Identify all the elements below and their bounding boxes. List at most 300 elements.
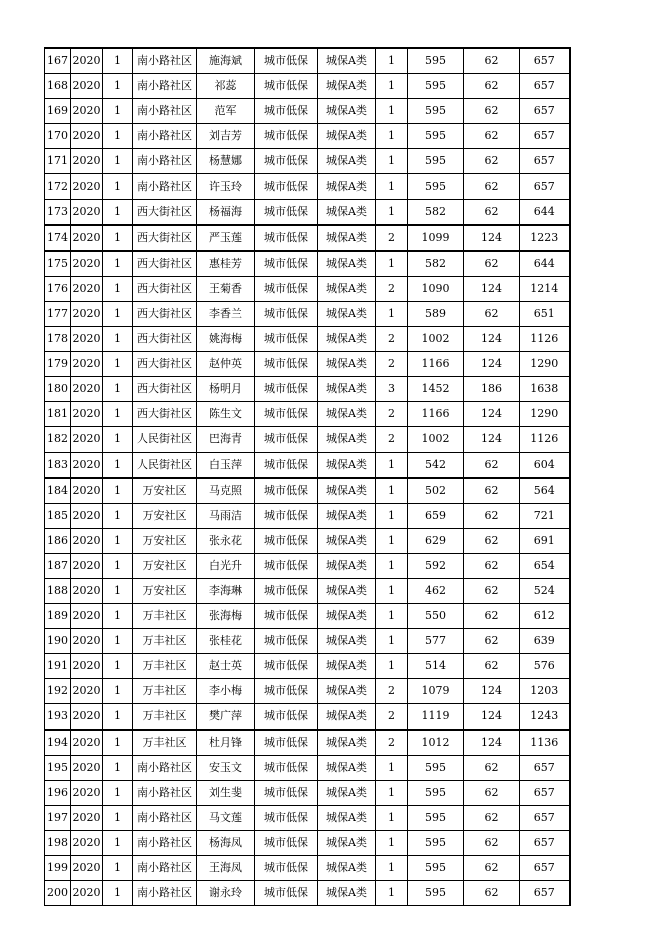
cell-category: 城市低保: [255, 402, 318, 427]
cell-class: 城保A类: [318, 629, 376, 654]
cell-name: 杨福海: [197, 199, 255, 225]
cell-total: 657: [520, 805, 570, 830]
cell-class: 城保A类: [318, 503, 376, 528]
cell-base: 595: [408, 149, 464, 174]
cell-name: 刘生斐: [197, 780, 255, 805]
cell-name: 张海梅: [197, 604, 255, 629]
cell-year: 2020: [71, 199, 103, 225]
cell-persons: 1: [376, 780, 408, 805]
cell-community: 南小路社区: [133, 124, 197, 149]
cell-class: 城保A类: [318, 478, 376, 504]
table-row: [45, 730, 570, 756]
cell-persons: 1: [376, 199, 408, 225]
cell-category: 城市低保: [255, 48, 318, 74]
cell-name: 李海琳: [197, 578, 255, 603]
data-table: [44, 47, 571, 906]
cell-n: 1: [103, 503, 133, 528]
cell-name: 陈生文: [197, 402, 255, 427]
cell-year: 2020: [71, 503, 103, 528]
cell-subsidy: 186: [464, 377, 520, 402]
cell-persons: 1: [376, 478, 408, 504]
table-row: [45, 805, 570, 830]
cell-persons: 2: [376, 427, 408, 452]
cell-persons: 2: [376, 327, 408, 352]
cell-no: 192: [45, 679, 71, 704]
cell-total: 644: [520, 251, 570, 277]
cell-no: 172: [45, 174, 71, 199]
cell-n: 1: [103, 755, 133, 780]
cell-total: 1290: [520, 352, 570, 377]
table-row: [45, 377, 570, 402]
cell-community: 南小路社区: [133, 805, 197, 830]
cell-category: 城市低保: [255, 251, 318, 277]
cell-category: 城市低保: [255, 881, 318, 906]
cell-category: 城市低保: [255, 553, 318, 578]
cell-category: 城市低保: [255, 478, 318, 504]
cell-subsidy: 124: [464, 276, 520, 301]
cell-total: 1214: [520, 276, 570, 301]
cell-persons: 1: [376, 174, 408, 199]
cell-no: 168: [45, 74, 71, 99]
cell-year: 2020: [71, 276, 103, 301]
cell-n: 1: [103, 780, 133, 805]
cell-n: 1: [103, 99, 133, 124]
cell-category: 城市低保: [255, 528, 318, 553]
cell-year: 2020: [71, 780, 103, 805]
cell-total: 657: [520, 48, 570, 74]
cell-base: 550: [408, 604, 464, 629]
cell-year: 2020: [71, 553, 103, 578]
cell-total: 657: [520, 174, 570, 199]
cell-base: 589: [408, 301, 464, 326]
cell-no: 188: [45, 578, 71, 603]
cell-community: 南小路社区: [133, 174, 197, 199]
cell-subsidy: 62: [464, 478, 520, 504]
table-row: [45, 578, 570, 603]
cell-no: 193: [45, 704, 71, 730]
cell-n: 1: [103, 48, 133, 74]
cell-year: 2020: [71, 301, 103, 326]
table-row: [45, 452, 570, 478]
cell-category: 城市低保: [255, 327, 318, 352]
cell-year: 2020: [71, 377, 103, 402]
cell-year: 2020: [71, 856, 103, 881]
cell-year: 2020: [71, 327, 103, 352]
cell-base: 595: [408, 780, 464, 805]
cell-no: 198: [45, 830, 71, 855]
cell-base: 595: [408, 755, 464, 780]
cell-category: 城市低保: [255, 755, 318, 780]
cell-category: 城市低保: [255, 74, 318, 99]
cell-class: 城保A类: [318, 199, 376, 225]
cell-category: 城市低保: [255, 578, 318, 603]
cell-n: 1: [103, 225, 133, 251]
cell-base: 595: [408, 805, 464, 830]
cell-name: 姚海梅: [197, 327, 255, 352]
cell-n: 1: [103, 352, 133, 377]
cell-community: 西大街社区: [133, 377, 197, 402]
cell-class: 城保A类: [318, 830, 376, 855]
cell-community: 人民街社区: [133, 452, 197, 478]
cell-total: 657: [520, 755, 570, 780]
cell-class: 城保A类: [318, 553, 376, 578]
cell-n: 1: [103, 427, 133, 452]
cell-persons: 1: [376, 856, 408, 881]
cell-no: 196: [45, 780, 71, 805]
cell-n: 1: [103, 402, 133, 427]
cell-total: 691: [520, 528, 570, 553]
cell-name: 杨明月: [197, 377, 255, 402]
cell-total: 1126: [520, 427, 570, 452]
cell-subsidy: 62: [464, 578, 520, 603]
table-row: [45, 755, 570, 780]
cell-category: 城市低保: [255, 149, 318, 174]
cell-subsidy: 62: [464, 629, 520, 654]
cell-no: 190: [45, 629, 71, 654]
cell-class: 城保A类: [318, 301, 376, 326]
cell-base: 595: [408, 124, 464, 149]
cell-total: 651: [520, 301, 570, 326]
cell-subsidy: 62: [464, 604, 520, 629]
cell-base: 1090: [408, 276, 464, 301]
table-row: [45, 301, 570, 326]
cell-total: 644: [520, 199, 570, 225]
cell-category: 城市低保: [255, 629, 318, 654]
cell-persons: 1: [376, 553, 408, 578]
cell-subsidy: 124: [464, 225, 520, 251]
cell-year: 2020: [71, 402, 103, 427]
cell-total: 657: [520, 830, 570, 855]
table-row: [45, 149, 570, 174]
cell-no: 186: [45, 528, 71, 553]
cell-subsidy: 62: [464, 805, 520, 830]
cell-year: 2020: [71, 99, 103, 124]
cell-no: 182: [45, 427, 71, 452]
cell-persons: 2: [376, 276, 408, 301]
cell-year: 2020: [71, 830, 103, 855]
cell-category: 城市低保: [255, 99, 318, 124]
cell-year: 2020: [71, 124, 103, 149]
cell-no: 189: [45, 604, 71, 629]
cell-category: 城市低保: [255, 780, 318, 805]
cell-no: 183: [45, 452, 71, 478]
cell-year: 2020: [71, 704, 103, 730]
cell-community: 西大街社区: [133, 352, 197, 377]
cell-community: 万丰社区: [133, 679, 197, 704]
cell-persons: 2: [376, 730, 408, 756]
cell-class: 城保A类: [318, 578, 376, 603]
cell-persons: 2: [376, 402, 408, 427]
cell-no: 187: [45, 553, 71, 578]
cell-year: 2020: [71, 578, 103, 603]
cell-base: 595: [408, 856, 464, 881]
cell-year: 2020: [71, 452, 103, 478]
cell-total: 657: [520, 856, 570, 881]
cell-n: 1: [103, 805, 133, 830]
cell-persons: 1: [376, 251, 408, 277]
cell-persons: 1: [376, 528, 408, 553]
cell-community: 万安社区: [133, 578, 197, 603]
cell-subsidy: 62: [464, 301, 520, 326]
cell-base: 582: [408, 251, 464, 277]
cell-category: 城市低保: [255, 654, 318, 679]
cell-subsidy: 124: [464, 704, 520, 730]
table-row: [45, 327, 570, 352]
cell-category: 城市低保: [255, 856, 318, 881]
cell-name: 白玉萍: [197, 452, 255, 478]
cell-class: 城保A类: [318, 704, 376, 730]
cell-class: 城保A类: [318, 377, 376, 402]
cell-name: 巴海青: [197, 427, 255, 452]
table-row: [45, 654, 570, 679]
cell-base: 595: [408, 48, 464, 74]
cell-community: 南小路社区: [133, 99, 197, 124]
table-row: [45, 251, 570, 277]
cell-class: 城保A类: [318, 654, 376, 679]
table-row: [45, 225, 570, 251]
cell-n: 1: [103, 377, 133, 402]
cell-name: 李香兰: [197, 301, 255, 326]
cell-base: 577: [408, 629, 464, 654]
cell-year: 2020: [71, 654, 103, 679]
cell-persons: 1: [376, 805, 408, 830]
cell-n: 1: [103, 830, 133, 855]
cell-year: 2020: [71, 730, 103, 756]
cell-year: 2020: [71, 679, 103, 704]
cell-total: 1638: [520, 377, 570, 402]
cell-persons: 1: [376, 604, 408, 629]
table-row: [45, 99, 570, 124]
cell-subsidy: 62: [464, 830, 520, 855]
cell-category: 城市低保: [255, 604, 318, 629]
cell-class: 城保A类: [318, 604, 376, 629]
cell-base: 659: [408, 503, 464, 528]
cell-name: 马雨洁: [197, 503, 255, 528]
cell-total: 604: [520, 452, 570, 478]
cell-category: 城市低保: [255, 124, 318, 149]
cell-total: 657: [520, 881, 570, 906]
cell-name: 马克照: [197, 478, 255, 504]
cell-name: 施海斌: [197, 48, 255, 74]
cell-community: 南小路社区: [133, 856, 197, 881]
cell-total: 564: [520, 478, 570, 504]
table-row: [45, 174, 570, 199]
table-row: [45, 276, 570, 301]
cell-category: 城市低保: [255, 830, 318, 855]
table-row: [45, 427, 570, 452]
cell-n: 1: [103, 856, 133, 881]
cell-community: 西大街社区: [133, 276, 197, 301]
cell-n: 1: [103, 74, 133, 99]
cell-name: 王海凤: [197, 856, 255, 881]
cell-no: 169: [45, 99, 71, 124]
cell-class: 城保A类: [318, 805, 376, 830]
cell-n: 1: [103, 174, 133, 199]
table-row: [45, 74, 570, 99]
cell-year: 2020: [71, 251, 103, 277]
table-row: [45, 881, 570, 906]
cell-community: 万丰社区: [133, 654, 197, 679]
cell-subsidy: 62: [464, 654, 520, 679]
cell-total: 612: [520, 604, 570, 629]
cell-total: 639: [520, 629, 570, 654]
cell-class: 城保A类: [318, 730, 376, 756]
cell-subsidy: 62: [464, 881, 520, 906]
cell-subsidy: 124: [464, 679, 520, 704]
cell-name: 杨海凤: [197, 830, 255, 855]
cell-name: 谢永玲: [197, 881, 255, 906]
table-row: [45, 629, 570, 654]
cell-n: 1: [103, 654, 133, 679]
cell-n: 1: [103, 730, 133, 756]
cell-n: 1: [103, 881, 133, 906]
cell-total: 1203: [520, 679, 570, 704]
cell-total: 654: [520, 553, 570, 578]
cell-community: 西大街社区: [133, 199, 197, 225]
cell-category: 城市低保: [255, 174, 318, 199]
cell-n: 1: [103, 452, 133, 478]
cell-class: 城保A类: [318, 679, 376, 704]
cell-base: 1166: [408, 402, 464, 427]
cell-no: 171: [45, 149, 71, 174]
cell-community: 人民街社区: [133, 427, 197, 452]
cell-class: 城保A类: [318, 149, 376, 174]
cell-persons: 1: [376, 99, 408, 124]
cell-n: 1: [103, 629, 133, 654]
cell-class: 城保A类: [318, 276, 376, 301]
cell-subsidy: 62: [464, 99, 520, 124]
cell-name: 严玉莲: [197, 225, 255, 251]
table-row: [45, 780, 570, 805]
cell-persons: 2: [376, 352, 408, 377]
cell-base: 1099: [408, 225, 464, 251]
table-row: [45, 478, 570, 504]
cell-community: 南小路社区: [133, 780, 197, 805]
cell-class: 城保A类: [318, 124, 376, 149]
table-row: [45, 704, 570, 730]
cell-no: 173: [45, 199, 71, 225]
cell-name: 祁蕊: [197, 74, 255, 99]
cell-total: 576: [520, 654, 570, 679]
table-row: [45, 48, 570, 74]
cell-n: 1: [103, 553, 133, 578]
cell-class: 城保A类: [318, 402, 376, 427]
table-row: [45, 604, 570, 629]
cell-name: 杜月锋: [197, 730, 255, 756]
cell-community: 万丰社区: [133, 704, 197, 730]
cell-total: 1223: [520, 225, 570, 251]
cell-class: 城保A类: [318, 881, 376, 906]
cell-year: 2020: [71, 604, 103, 629]
cell-community: 南小路社区: [133, 48, 197, 74]
cell-community: 南小路社区: [133, 149, 197, 174]
cell-community: 万丰社区: [133, 730, 197, 756]
cell-n: 1: [103, 199, 133, 225]
table-row: [45, 352, 570, 377]
cell-category: 城市低保: [255, 276, 318, 301]
cell-no: 167: [45, 48, 71, 74]
cell-subsidy: 62: [464, 503, 520, 528]
cell-n: 1: [103, 478, 133, 504]
cell-class: 城保A类: [318, 780, 376, 805]
cell-class: 城保A类: [318, 48, 376, 74]
cell-subsidy: 124: [464, 427, 520, 452]
cell-year: 2020: [71, 427, 103, 452]
table-body: [45, 48, 570, 906]
cell-persons: 1: [376, 629, 408, 654]
table-row: [45, 124, 570, 149]
cell-no: 191: [45, 654, 71, 679]
cell-class: 城保A类: [318, 856, 376, 881]
cell-no: 199: [45, 856, 71, 881]
cell-base: 582: [408, 199, 464, 225]
cell-category: 城市低保: [255, 730, 318, 756]
cell-name: 安玉文: [197, 755, 255, 780]
cell-year: 2020: [71, 629, 103, 654]
cell-subsidy: 62: [464, 528, 520, 553]
cell-subsidy: 62: [464, 251, 520, 277]
cell-no: 181: [45, 402, 71, 427]
cell-n: 1: [103, 704, 133, 730]
cell-persons: 1: [376, 755, 408, 780]
cell-community: 万安社区: [133, 478, 197, 504]
cell-name: 张桂花: [197, 629, 255, 654]
cell-category: 城市低保: [255, 301, 318, 326]
cell-community: 万丰社区: [133, 629, 197, 654]
cell-class: 城保A类: [318, 74, 376, 99]
cell-subsidy: 62: [464, 452, 520, 478]
table-row: [45, 856, 570, 881]
cell-class: 城保A类: [318, 755, 376, 780]
cell-class: 城保A类: [318, 225, 376, 251]
cell-persons: 1: [376, 654, 408, 679]
cell-total: 657: [520, 74, 570, 99]
cell-name: 杨慧娜: [197, 149, 255, 174]
cell-total: 657: [520, 780, 570, 805]
cell-community: 万安社区: [133, 503, 197, 528]
cell-persons: 1: [376, 452, 408, 478]
cell-n: 1: [103, 251, 133, 277]
cell-base: 595: [408, 881, 464, 906]
cell-name: 刘吉芳: [197, 124, 255, 149]
table-row: [45, 553, 570, 578]
cell-category: 城市低保: [255, 199, 318, 225]
cell-subsidy: 124: [464, 402, 520, 427]
cell-n: 1: [103, 149, 133, 174]
cell-category: 城市低保: [255, 225, 318, 251]
table-row: [45, 199, 570, 225]
cell-category: 城市低保: [255, 503, 318, 528]
cell-subsidy: 124: [464, 327, 520, 352]
cell-no: 179: [45, 352, 71, 377]
cell-persons: 1: [376, 74, 408, 99]
cell-base: 595: [408, 99, 464, 124]
cell-name: 王菊香: [197, 276, 255, 301]
cell-total: 657: [520, 149, 570, 174]
cell-community: 西大街社区: [133, 327, 197, 352]
cell-category: 城市低保: [255, 679, 318, 704]
cell-category: 城市低保: [255, 452, 318, 478]
cell-base: 595: [408, 830, 464, 855]
cell-no: 200: [45, 881, 71, 906]
cell-subsidy: 124: [464, 352, 520, 377]
cell-year: 2020: [71, 48, 103, 74]
cell-class: 城保A类: [318, 528, 376, 553]
cell-persons: 1: [376, 503, 408, 528]
cell-n: 1: [103, 276, 133, 301]
cell-community: 西大街社区: [133, 251, 197, 277]
cell-subsidy: 62: [464, 124, 520, 149]
